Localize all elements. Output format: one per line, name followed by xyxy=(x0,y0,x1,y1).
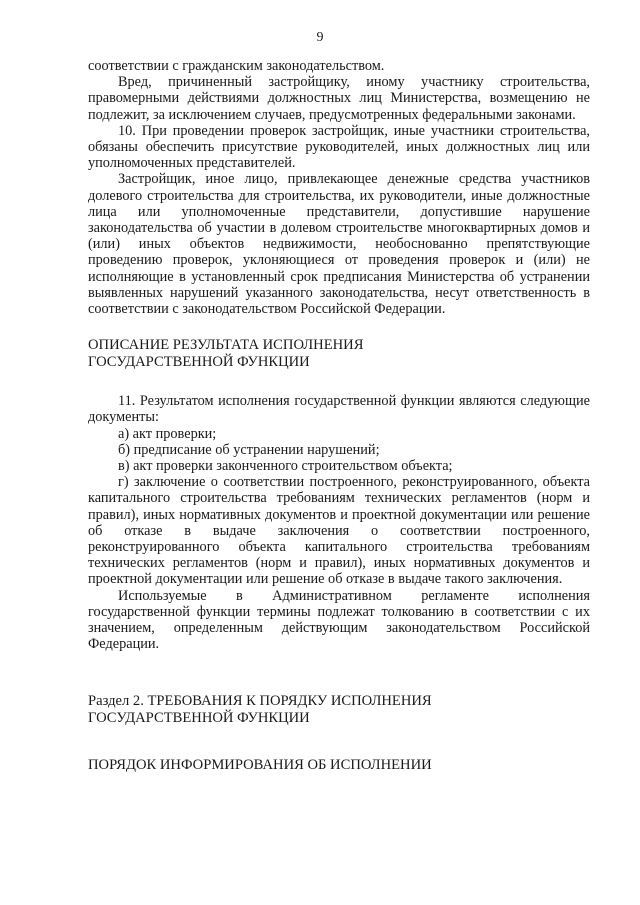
list-item-g: г) заключение о соответствии построенного, реконструированного, объекта капитального строительства требованиям технических регламентов (норм и правил), иных нормативных документов и проектной документации или решение об отказе в выдаче заключения о соответствии построенного, реконструированного объекта капитального строительства требованиям технических регламентов (норм и правил), иных нормативных документов и проектной документации или решение об отказе в выдаче такого заключения. xyxy=(88,474,590,588)
list-item-b: б) предписание об устранении нарушений; xyxy=(118,441,380,458)
heading-result-line1: ОПИСАНИЕ РЕЗУЛЬТАТА ИСПОЛНЕНИЯ xyxy=(88,337,364,354)
paragraph-responsibility: Застройщик, иное лицо, привлекающее денежные средства участников долевого строительства для строительства, их руководители, иные должностные лица или уполномоченные представители, допустившие нарушение законодательства об участии в долевом строительстве многоквартирных домов и (или) иных объектов недвижимости, необоснованно препятствующие проведению проверок, уклоняющиеся от проведения проверок и (или) не исполняющие в установленный срок предписания Министерства об устранении выявленных нарушений указанного законодательства, несут ответственность в соответствии с законодательством Российской Федерации. xyxy=(88,171,590,318)
heading-section2-line2: ГОСУДАРСТВЕННОЙ ФУНКЦИИ xyxy=(88,709,310,726)
heading-result-block xyxy=(88,337,590,371)
paragraph-11: 11. Результатом исполнения государственной функции являются следующие документы: xyxy=(88,393,590,426)
paragraph-damage: Вред, причиненный застройщику, иному участнику строительства, правомерными действиями должностных лиц Министерства, возмещению не подлежит, за исключением случаев, предусмотренных федеральными законами. xyxy=(88,74,590,123)
paragraph-continuation: соответствии с гражданским законодательством. xyxy=(88,58,385,74)
document-body xyxy=(88,58,590,774)
list-item-v: в) акт проверки законченного строительством объекта; xyxy=(118,458,453,475)
heading-section2-line1: Раздел 2. ТРЕБОВАНИЯ К ПОРЯДКУ ИСПОЛНЕНИЯ xyxy=(88,692,432,709)
heading-result-line2: ГОСУДАРСТВЕННОЙ ФУНКЦИИ xyxy=(88,354,310,371)
heading-informing-block xyxy=(88,757,590,774)
paragraph-terms: Используемые в Административном регламенте исполнения государственной функции термины подлежат толкованию в соответствии с их значением, определенным действующим законодательством Российской Федерации. xyxy=(88,587,590,653)
heading-informing: ПОРЯДОК ИНФОРМИРОВАНИЯ ОБ ИСПОЛНЕНИИ xyxy=(88,756,432,773)
page-number: 9 xyxy=(316,30,324,45)
paragraph-10: 10. При проведении проверок застройщик, иные участники строительства, обязаны обеспечить присутствие руководителей, иных должностных лиц или уполномоченных представителей. xyxy=(88,122,590,172)
list-item-a: а) акт проверки; xyxy=(118,425,217,442)
heading-section2-block xyxy=(88,693,590,727)
